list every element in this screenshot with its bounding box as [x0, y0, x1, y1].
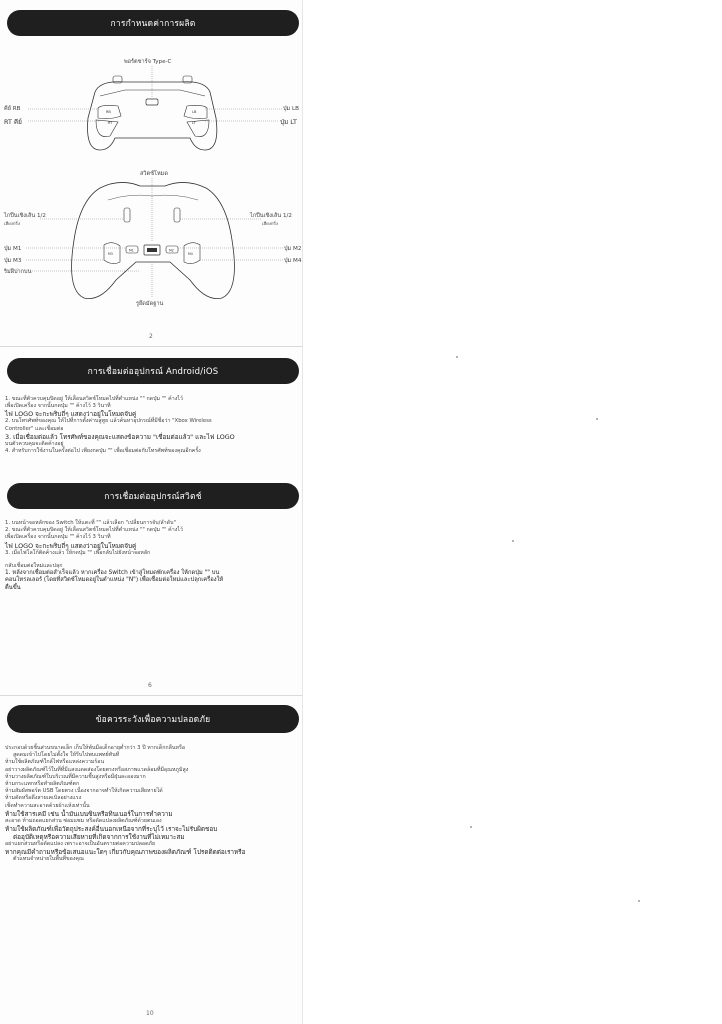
page-separator [0, 346, 302, 347]
reconnect-title: กลับเชื่อมต่อใหม่และปลุก [5, 562, 63, 569]
section-title: การกำหนดค่าการผลิต [110, 19, 196, 29]
safety-precautions [5, 745, 297, 863]
precaution-line: ห้ามกระแทกหรือทำผลิตภัณฑ์ตก [5, 781, 80, 788]
section-title: การเชื่อมต่ออุปกรณ์สวิตช์ [104, 492, 202, 502]
precaution-line: ต่ออุบัติเหตุหรือความเสียหายที่เกิดจากการใช้งานที่ไม่เหมาะสม [13, 833, 185, 842]
instruction-line: 1. ขณะที่ตัวควบคุมปิดอยู่ ให้เลื่อนสวิตช์โหมดไปที่ตำแหน่ง "" กดปุ่ม "" ค้างไว้ [5, 396, 183, 402]
svg-text:LT: LT [192, 121, 196, 125]
instruction-line: 2. ขณะที่ตัวควบคุมปิดอยู่ ให้เลื่อนสวิตช์โหมดไปที่ตำแหน่ง "" กดปุ่ม "" ค้างไว้ [5, 527, 183, 534]
instruction-line: เพื่อเปิดเครื่อง จากนั้นกดปุ่ม "" ค้างไว้ 3 วินาที [5, 403, 111, 410]
precaution-line: สูดดมเข้าไปโดยไม่ตั้งใจ ให้รีบไปพบแพทย์ทันที [13, 752, 120, 759]
precaution-line: ห้ามดัดหรือดึงสายเคเบิลอย่างแรง [5, 795, 82, 802]
scan-speck [456, 356, 458, 358]
reconnect-line: 1. หลังจากเชื่อมต่อสำเร็จแล้ว หากเครื่อง Switch เข้าสู่โหมดพักเครื่อง ให้กดปุ่ม "" บน [5, 570, 220, 577]
label-mount-hole: รูยึดมัดฐาน [136, 301, 164, 307]
label-right-trigger-lock: ไกปืนเชิงเส้น 1/2 [250, 213, 292, 219]
page-number: 10 [146, 1010, 154, 1017]
instruction-line: 1. บนหน้าจอหลักของ Switch ให้แตะที่ "" แล้วเลือก "เปลี่ยนการจับ/ลำดับ" [5, 520, 176, 526]
precaution-line: ห้ามใช้ผลิตภัณฑ์ใกล้ไฟหรือแหล่งความร้อน [5, 759, 105, 766]
precaution-line: ห้ามวางผลิตภัณฑ์ในบริเวณที่มีความชื้นสูงหรือมีฝุ่นละอองมาก [5, 773, 146, 780]
scan-speck [512, 540, 514, 542]
label-rt-key: RT คีย์ [4, 118, 22, 126]
precaution-line: อย่าวางผลิตภัณฑ์ไว้ในที่ที่มีแสงแดดส่องโดยตรงหรือสภาพแวดล้อมที่มีอุณหภูมิสูง [5, 766, 189, 773]
label-m1-button: ปุ่ม M1 [4, 246, 22, 252]
scan-speck [596, 418, 598, 420]
scan-speck [470, 826, 472, 828]
label-m2-button: ปุ่ม M2 [284, 246, 302, 252]
precaution-line: หากคุณมีคำถามหรือข้อเสนอแนะใดๆ เกี่ยวกับคุณภาพของผลิตภัณฑ์ โปรดติดต่อเราหรือ [5, 848, 246, 857]
precaution-line: ห้ามใช้สารเคมี เช่น น้ำมันเบนซินหรือทินเนอร์ในการทำความ [5, 809, 173, 818]
label-trigger: ริมฝีปากบน [4, 269, 32, 275]
reconnect-line: คอนโทรลเลอร์ (โดยที่สวิตช์โหมดอยู่ในตำแหน่ง "N") เพื่อเชื่อมต่อใหม่และปลุกเครื่องให้ [5, 577, 224, 584]
instruction-line: บนตัวควบคุมจะติดค้างอยู่ [5, 440, 64, 447]
svg-text:RB: RB [106, 110, 111, 114]
controller-back-diagram [0, 0, 302, 340]
svg-text:M1: M1 [129, 248, 134, 253]
svg-text:M3: M3 [108, 252, 113, 256]
label-lb-button: ปุ่ม LB [283, 106, 299, 112]
instruction-line: 3. เมื่อเชื่อมต่อแล้ว โทรศัพท์ของคุณจะแสดงข้อความ "เชื่อมต่อแล้ว" และไฟ LOGO [5, 432, 235, 441]
precaution-line: ประกอบด้วยชิ้นส่วนขนาดเล็ก เก็บให้พ้นมือเด็กอายุต่ำกว่า 3 ปี หากเด็กกลืนหรือ [5, 745, 186, 751]
precaution-line: ตัวแทนจำหน่ายในพื้นที่ของคุณ [13, 856, 84, 863]
section-header-safety [7, 705, 299, 733]
instruction-line: 3. เมื่อไฟโลโก้ติดค้างแล้ว ให้กดปุ่ม "" เพื่อกลับไปยังหน้าจอหลัก [5, 549, 151, 556]
label-mode-switch: สวิตช์โหมด [140, 171, 168, 177]
precaution-line: ห้ามใช้ผลิตภัณฑ์เพื่อวัตถุประสงค์อื่นนอกเหนือจากที่ระบุไว้ เราจะไม่รับผิดชอบ [5, 825, 218, 834]
page-number: 2 [149, 333, 153, 340]
label-left-trigger-lock-sub: เสียงกริ่ง [4, 222, 21, 227]
page-edge-divider [302, 0, 303, 1024]
instruction-line: ไฟ LOGO จะกะพริบถี่ๆ แสดงว่าอยู่ในโหมดจับคู่ [5, 410, 137, 419]
precaution-line: ห้ามสัมผัสพอร์ต USB โดยตรง เนื่องจากอาจทำให้เกิดความเสียหายได้ [5, 788, 163, 795]
instruction-line: เพื่อเปิดเครื่อง จากนั้นกดปุ่ม "" ค้างไว้ 3 วินาที [5, 534, 111, 541]
label-m4-button: ปุ่ม M4 [284, 258, 302, 264]
switch-instructions [5, 520, 297, 592]
precaution-line: เช็ดทำความสะอาดด้วยผ้าแห้งเท่านั้น [5, 802, 90, 809]
precaution-line: สะอาด ห้ามถอดแยกส่วน ซ่อมแซม หรือดัดแปลงผลิตภัณฑ์ด้วยตนเอง [5, 817, 162, 824]
android-ios-instructions [5, 396, 297, 455]
label-left-trigger-lock: ไกปืนเชิงเส้น 1/2 [4, 213, 46, 219]
precaution-line: อย่าแยกส่วนหรือดัดแปลง เพราะอาจเป็นอันตรายต่อความปลอดภัย [5, 841, 156, 848]
section-header-switch [7, 483, 299, 509]
svg-text:M4: M4 [188, 252, 193, 256]
label-lt-button: ปุ่ม LT [280, 118, 297, 126]
page-separator [0, 695, 302, 696]
svg-text:LB: LB [192, 110, 197, 114]
scan-speck [638, 900, 640, 902]
section-header-android-ios [7, 358, 299, 384]
label-type-c-port: พอร์ตชาร์จ Type-C [124, 59, 172, 65]
label-right-trigger-lock-sub: เสียงกริ่ง [262, 222, 279, 227]
reconnect-line: ตื่นขึ้น [5, 584, 21, 591]
instruction-line: ไฟ LOGO จะกะพริบถี่ๆ แสดงว่าอยู่ในโหมดจับคู่ [5, 541, 137, 550]
instruction-line: 4. สำหรับการใช้งานในครั้งต่อไป เพียงกดปุ่ม "" เพื่อเชื่อมต่อกับโทรศัพท์ของคุณอีกครั้ง [5, 448, 201, 455]
label-m3-button: ปุ่ม M3 [4, 258, 22, 264]
instruction-line: Controller" และเชื่อมต่อ [5, 425, 64, 432]
page-number: 6 [148, 682, 152, 689]
section-title: การเชื่อมต่ออุปกรณ์ Android/iOS [87, 367, 219, 377]
section-title: ข้อควรระวังเพื่อความปลอดภัย [95, 715, 211, 725]
svg-text:M2: M2 [169, 248, 174, 253]
label-rb-key: คีย์ RB [4, 106, 21, 112]
instruction-line: 2. บนโทรศัพท์ของคุณ ให้ไปที่การตั้งค่าบลูทูธ แล้วค้นหาอุปกรณ์ที่มีชื่อว่า "Xbox Wireless [5, 418, 212, 425]
svg-text:RT: RT [108, 121, 113, 125]
